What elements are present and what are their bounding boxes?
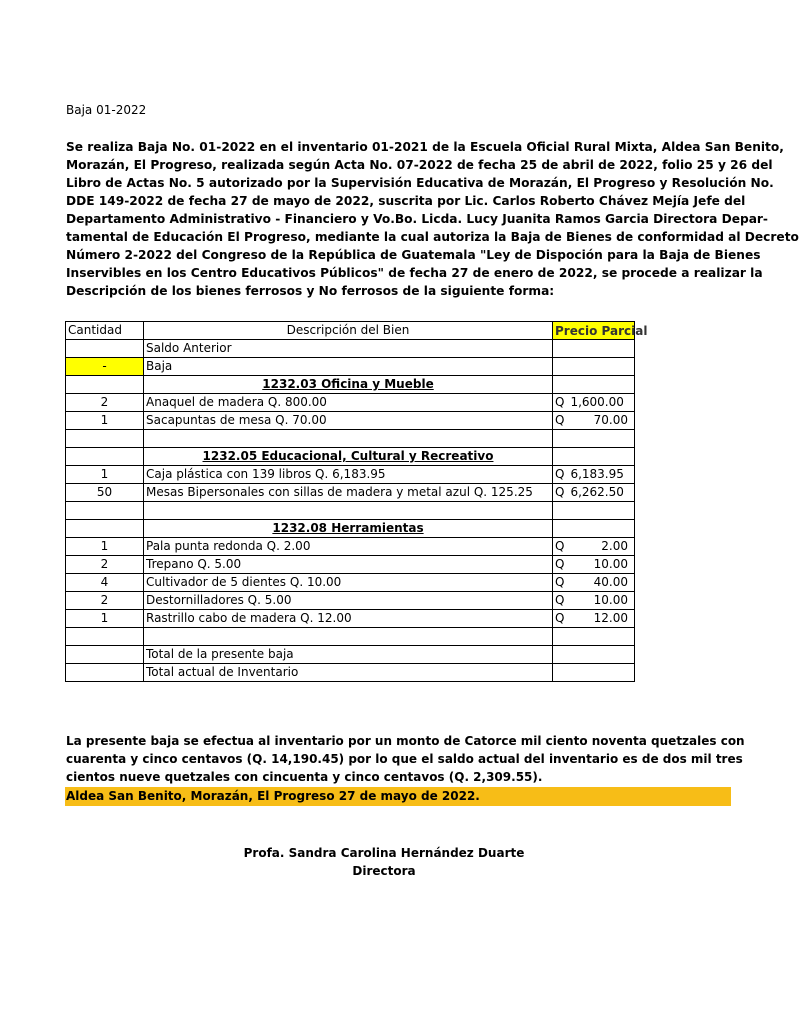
item-amount: 12.00 (593, 611, 628, 625)
item-description: Destornilladores Q. 5.00 (144, 592, 553, 610)
item-currency: Q (555, 395, 565, 409)
baja-label: Baja (144, 358, 553, 376)
baja-qty: - (66, 358, 144, 376)
table-row (66, 412, 635, 430)
table-row (66, 628, 635, 646)
item-qty: 2 (66, 592, 144, 610)
item-price (553, 466, 635, 484)
item-price (553, 394, 635, 412)
intro-line: DDE 149-2022 de fecha 27 de mayo de 2022, suscrita por Lic. Carlos Roberto Chávez Mejía Jefe del (66, 194, 746, 208)
header-cantidad: Cantidad (66, 322, 144, 340)
item-price (553, 574, 635, 592)
closing-line: La presente baja se efectua al inventario por un monto de Catorce mil ciento noventa quetzales con (66, 734, 745, 748)
item-price (553, 484, 635, 502)
item-currency: Q (555, 413, 565, 427)
item-description: Mesas Bipersonales con sillas de madera y metal azul Q. 125.25 (144, 484, 553, 502)
section-header-row (66, 376, 635, 394)
item-currency: Q (555, 539, 565, 553)
item-qty: 2 (66, 556, 144, 574)
intro-line: Morazán, El Progreso, realizada según Acta No. 07-2022 de fecha 25 de abril de 2022, folio 25 y 26 del (66, 158, 773, 172)
table-row (66, 502, 635, 520)
item-amount: 10.00 (593, 557, 628, 571)
saldo-anterior-label: Saldo Anterior (144, 340, 553, 358)
section-title: 1232.03 Oficina y Mueble (144, 376, 553, 394)
item-qty: 1 (66, 466, 144, 484)
total-inventario-label: Total actual de Inventario (144, 664, 553, 682)
intro-line: Departamento Administrativo - Financiero y Vo.Bo. Licda. Lucy Juanita Ramos Garcia Directora Depar- (66, 212, 768, 226)
intro-line: Libro de Actas No. 5 autorizado por la Supervisión Educativa de Morazán, El Progreso y Resolución No. (66, 176, 774, 190)
baja-row (66, 358, 635, 376)
intro-line: Descripción de los bienes ferrosos y No ferrosos de la siguiente forma: (66, 284, 555, 298)
signature-role: Directora (352, 864, 416, 878)
item-amount: 40.00 (593, 575, 628, 589)
item-currency: Q (555, 575, 565, 589)
item-price (553, 412, 635, 430)
table-header-row (66, 322, 635, 340)
table-row (66, 466, 635, 484)
item-description: Trepano Q. 5.00 (144, 556, 553, 574)
table-row (66, 430, 635, 448)
item-description: Cultivador de 5 dientes Q. 10.00 (144, 574, 553, 592)
total-inventario-row (66, 664, 635, 682)
total-baja-row (66, 646, 635, 664)
item-qty: 1 (66, 412, 144, 430)
item-qty: 1 (66, 538, 144, 556)
signature-name: Profa. Sandra Carolina Hernández Duarte (243, 846, 525, 860)
closing-line: cientos nueve quetzales con cincuenta y cinco centavos (Q. 2,309.55). (66, 770, 543, 784)
intro-line: Inservibles en los Centro Educativos Públicos" de fecha 27 de enero de 2022, se procede a realizar la (66, 266, 763, 280)
item-currency: Q (555, 611, 565, 625)
inventory-sections (66, 376, 635, 628)
item-amount: 6,262.50 (570, 485, 624, 499)
section-header-row (66, 520, 635, 538)
item-amount: 1,600.00 (570, 395, 624, 409)
item-description: Caja plástica con 139 libros Q. 6,183.95 (144, 466, 553, 484)
table-row (66, 538, 635, 556)
item-qty: 2 (66, 394, 144, 412)
intro-paragraph (66, 138, 799, 300)
item-currency: Q (555, 557, 565, 571)
item-price (553, 538, 635, 556)
header-precio-parcial: Precio Parcial (553, 322, 635, 340)
table-row (66, 574, 635, 592)
table-row (66, 484, 635, 502)
table-row (66, 610, 635, 628)
item-currency: Q (555, 467, 565, 481)
section-title: 1232.05 Educacional, Cultural y Recreativo (144, 448, 553, 466)
table-row (66, 556, 635, 574)
closing-line: cuarenta y cinco centavos (Q. 14,190.45) por lo que el saldo actual del inventario es de dos mil tres (66, 752, 743, 766)
table-row (66, 394, 635, 412)
total-baja-label: Total de la presente baja (144, 646, 553, 664)
section-header-row (66, 448, 635, 466)
document-title: Baja 01-2022 (66, 103, 147, 117)
inventory-table (65, 321, 648, 682)
item-amount: 70.00 (593, 413, 628, 427)
item-description: Sacapuntas de mesa Q. 70.00 (144, 412, 553, 430)
saldo-anterior-row (66, 340, 635, 358)
item-price (553, 610, 635, 628)
table-row (66, 592, 635, 610)
section-title: 1232.08 Herramientas (144, 520, 553, 538)
intro-line: tamental de Educación El Progreso, mediante la cual autoriza la Baja de Bienes de conformidad al Decreto (66, 230, 799, 244)
item-description: Rastrillo cabo de madera Q. 12.00 (144, 610, 553, 628)
item-qty: 1 (66, 610, 144, 628)
item-amount: 10.00 (593, 593, 628, 607)
item-description: Pala punta redonda Q. 2.00 (144, 538, 553, 556)
item-currency: Q (555, 485, 565, 499)
item-price (553, 556, 635, 574)
intro-line: Se realiza Baja No. 01-2022 en el inventario 01-2021 de la Escuela Oficial Rural Mixta, Aldea San Benito, (66, 140, 784, 154)
item-qty: 50 (66, 484, 144, 502)
closing-paragraph (66, 732, 745, 786)
item-description: Anaquel de madera Q. 800.00 (144, 394, 553, 412)
intro-line: Número 2-2022 del Congreso de la República de Guatemala "Ley de Dispoción para la Baja de Bienes (66, 248, 761, 262)
place-date: Aldea San Benito, Morazán, El Progreso 27 de mayo de 2022. (65, 787, 731, 806)
item-amount: 6,183.95 (570, 467, 624, 481)
item-currency: Q (555, 593, 565, 607)
item-price (553, 592, 635, 610)
item-amount: 2.00 (601, 539, 628, 553)
header-descripcion: Descripción del Bien (144, 322, 553, 340)
item-qty: 4 (66, 574, 144, 592)
